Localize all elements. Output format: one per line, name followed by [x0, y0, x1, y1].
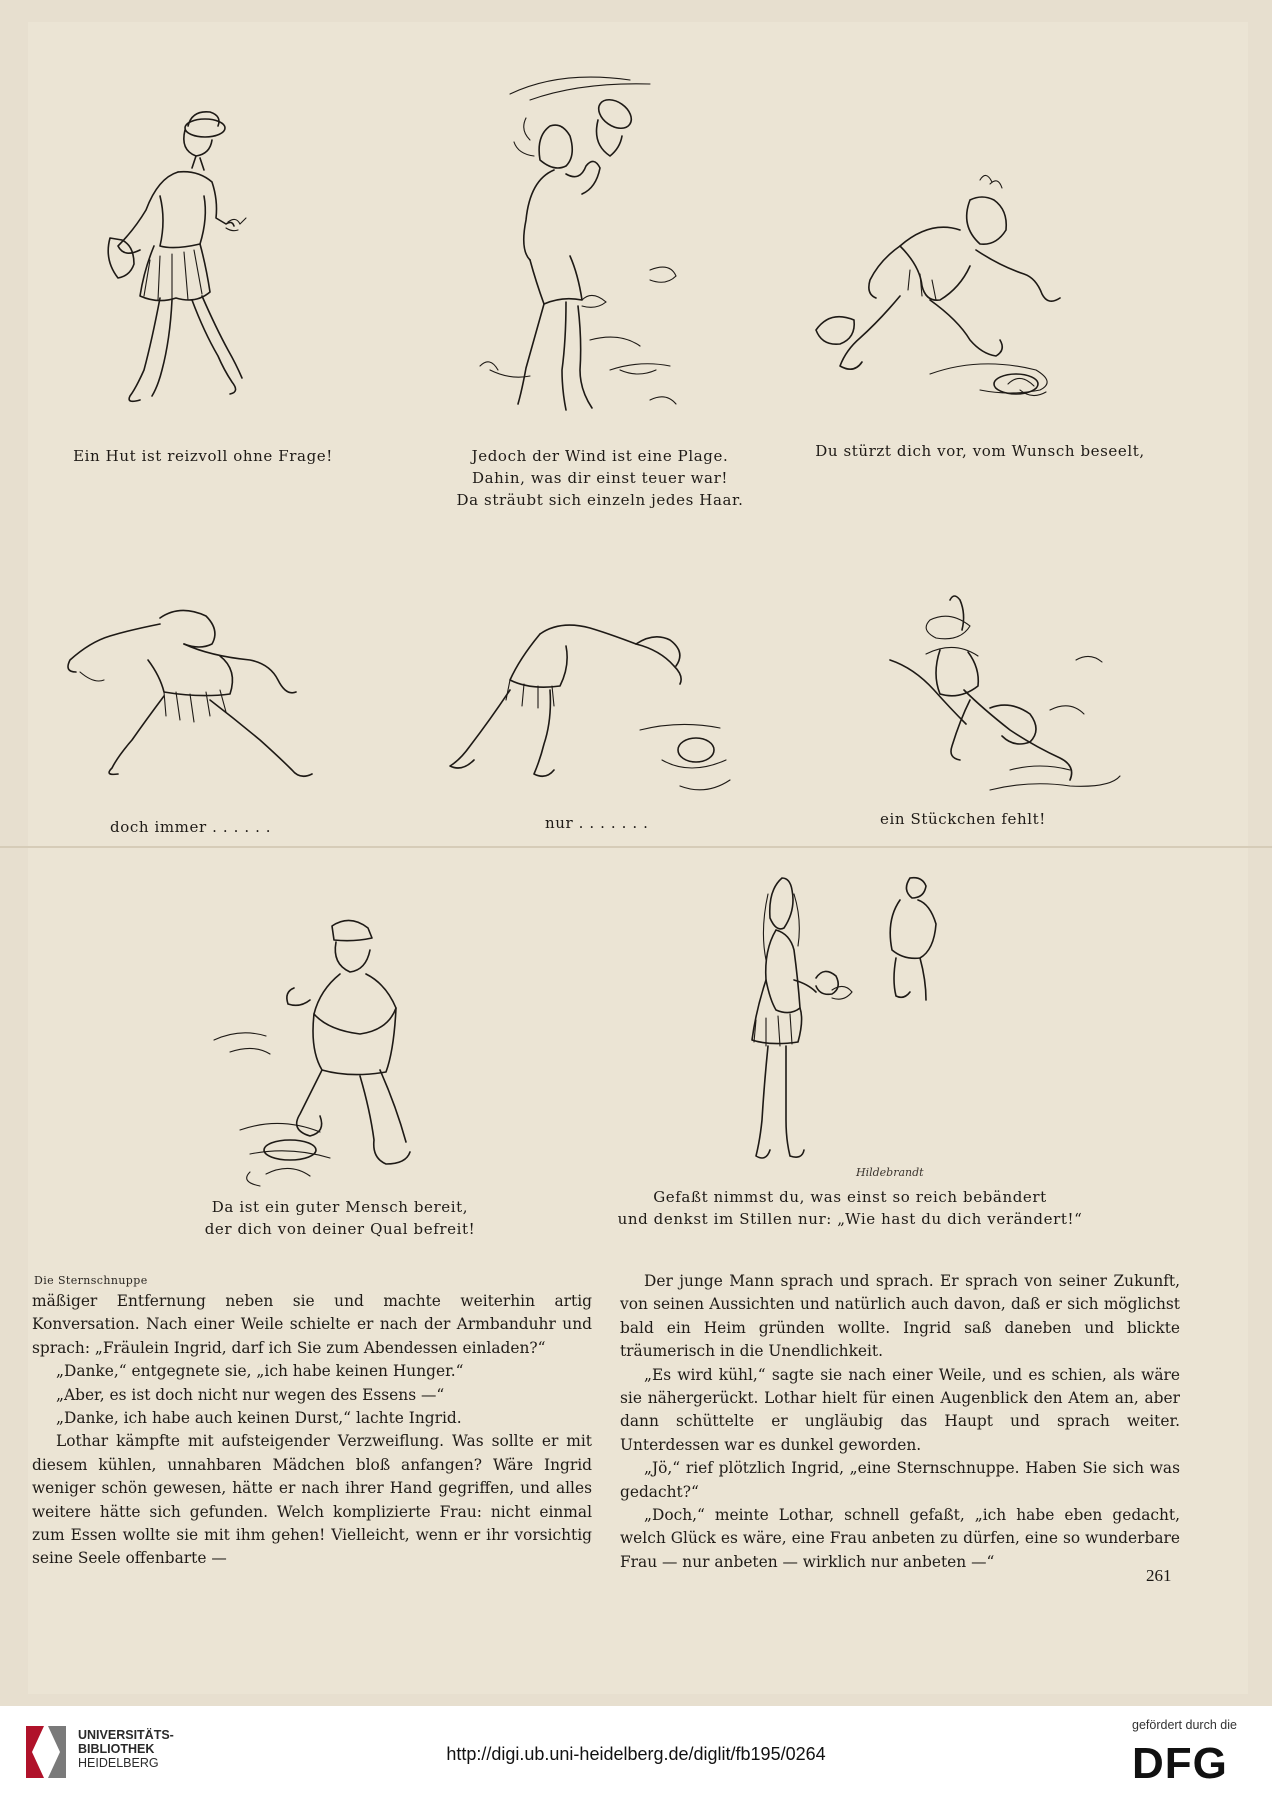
caption-line: Da ist ein guter Mensch bereit, [211, 1198, 469, 1216]
source-url-link[interactable]: http://digi.ub.uni-heidelberg.de/diglit/fb195/0264 [446, 1744, 826, 1764]
library-name-line: UNIVERSITÄTS- [78, 1728, 174, 1742]
caption-line: Ein Hut ist reizvoll ohne Frage! [73, 447, 333, 465]
paragraph: Der junge Mann sprach und sprach. Er sprach von seiner Zukunft, von seinen Aussichten und natürlich auch davon, daß er sich möglichst bald ein Heim gründen wollte. Ingrid saß daneben und blickte träumerisch in die Unendlichkeit. [620, 1272, 1180, 1361]
caption-line: und denkst im Stillen nur: „Wie hast du dich verändert!“ [617, 1210, 1083, 1228]
library-name-line: HEIDELBERG [78, 1756, 159, 1770]
dfg-logo-icon: DFG [1132, 1739, 1228, 1788]
caption-panel-5 [545, 812, 705, 834]
paragraph: „Danke, ich habe auch keinen Durst,“ lachte Ingrid. [56, 1409, 462, 1428]
caption-panel-4 [110, 816, 330, 838]
paragraph: „Doch,“ meinte Lothar, schnell gefaßt, „ich habe eben gedacht, welch Glück es wäre, eine Frau anbeten zu dürfen, eine so wunderbare Frau — nur anbeten — wirklich nur anbeten —“ [620, 1506, 1180, 1571]
caption-panel-6 [880, 808, 1110, 830]
caption-line: Du stürzt dich vor, vom Wunsch beseelt, [815, 442, 1145, 460]
paragraph: „Jö,“ rief plötzlich Ingrid, „eine Sternschnuppe. Haben Sie sich was gedacht?“ [620, 1459, 1180, 1501]
running-head: Die Sternschnuppe [34, 1274, 148, 1287]
caption-line: Dahin, was dir einst teuer war! [472, 469, 728, 487]
paragraph: „Danke,“ entgegnete sie, „ich habe keinen Hunger.“ [56, 1362, 464, 1381]
illustration-falling-down [870, 590, 1130, 810]
caption-line: nur . . . . . . . [545, 814, 649, 832]
story-left-column [32, 1290, 592, 1571]
funding-label: gefördert durch die [1132, 1718, 1237, 1732]
caption-panel-8 [590, 1186, 1110, 1230]
caption-line: Gefaßt nimmst du, was einst so reich bebändert [653, 1188, 1047, 1206]
illustration-bending-over [440, 610, 740, 800]
story-right-column [620, 1270, 1180, 1574]
page-fold-line [0, 846, 1272, 848]
paragraph: Lothar kämpfte mit aufsteigender Verzweiflung. Was sollte er mit diesem kühlen, unnahbaren Mädchen bloß anfangen? Wäre Ingrid weniger schön gewesen, hätte er nach ihrer Hand gegriffen, und alles weitere hätte sich gefunden. Welch komplizierte Frau: nicht einmal zum Essen wollte sie mit ihm gehen! Vielleicht, wenn er ihr vorsichtig seine Seele offenbarte — [32, 1432, 592, 1568]
illustration-woman-holding-ruined-hat [720, 870, 960, 1170]
page-number: 261 [1146, 1566, 1172, 1585]
paragraph: „Es wird kühl,“ sagte sie nach einer Weile, und es schien, als wäre sie nähergerückt. Lothar hielt für einen Augenblick den Atem an, aber dann schüttelte er ungläubig das Haupt und sprach weiter. Unterdessen war es dunkel geworden. [620, 1365, 1180, 1454]
caption-panel-7 [170, 1196, 510, 1240]
illustration-running [60, 600, 320, 790]
caption-line: Da sträubt sich einzeln jedes Haar. [456, 491, 744, 509]
illustration-woman-with-hat [100, 100, 300, 430]
caption-line: doch immer . . . . . . [110, 818, 272, 836]
illustration-lunging-for-hat [810, 170, 1090, 430]
caption-line: ein Stückchen fehlt! [880, 810, 1046, 828]
caption-panel-1 [48, 445, 358, 467]
illustration-man-stepping-on-hat [210, 910, 470, 1190]
paragraph: mäßiger Entfernung neben sie und machte weiterhin artig Konversation. Nach einer Weile schielte er nach der Armbanduhr und sprach: „Fräulein Ingrid, darf ich Sie zum Abendessen einladen?“ [32, 1292, 592, 1357]
illustration-hat-blown-by-wind [470, 70, 710, 430]
library-name-line: BIBLIOTHEK [78, 1742, 155, 1756]
artist-signature: Hildebrandt [856, 1166, 924, 1179]
caption-panel-3 [790, 440, 1170, 462]
caption-panel-2 [430, 445, 770, 511]
caption-line: Jedoch der Wind ist eine Plage. [471, 447, 729, 465]
caption-line: der dich von deiner Qual befreit! [204, 1220, 476, 1238]
paragraph: „Aber, es ist doch nicht nur wegen des Essens —“ [56, 1385, 445, 1404]
